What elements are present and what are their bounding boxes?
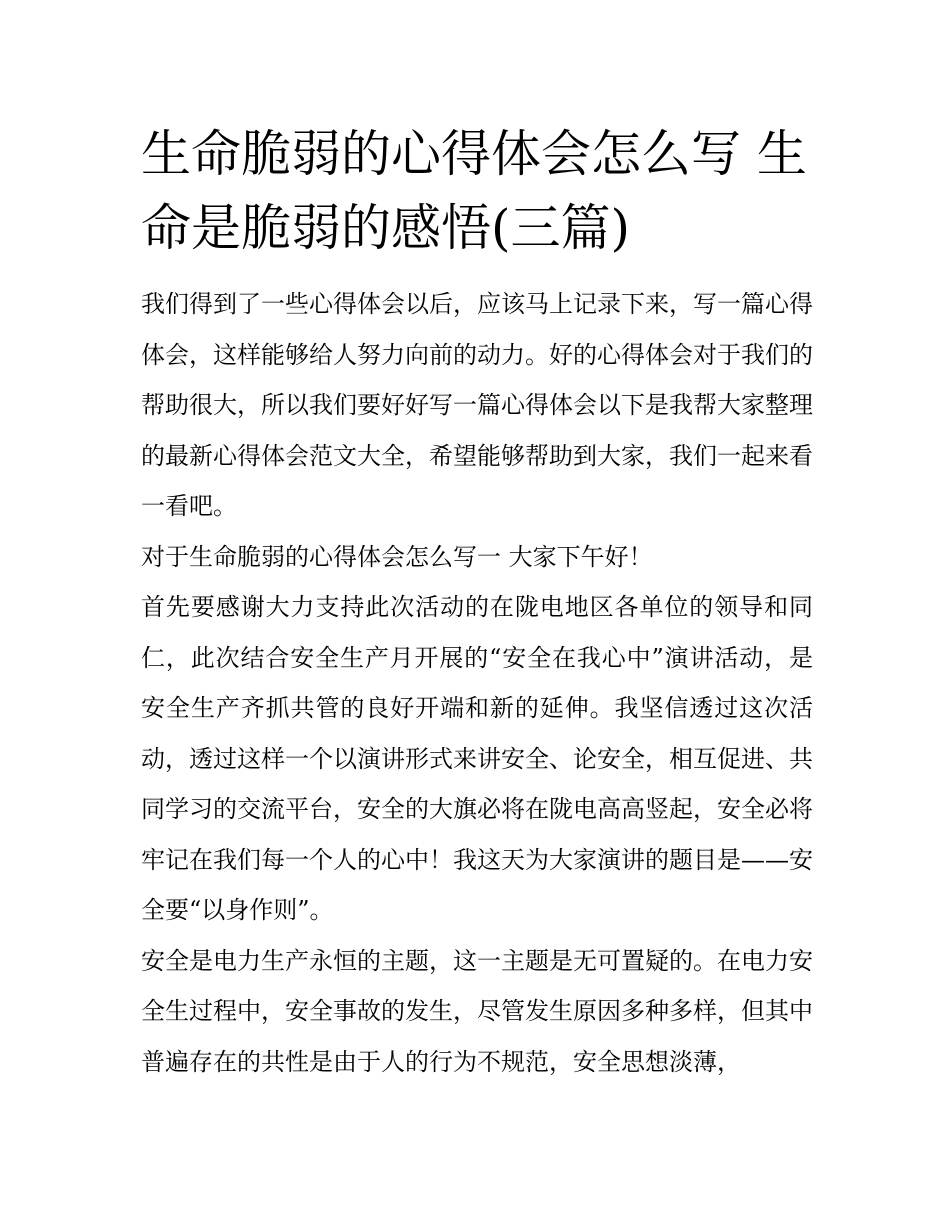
document-title: 生命脆弱的心得体会怎么写 生命是脆弱的感悟(三篇) [141, 125, 807, 257]
paragraph-thanks: 首先要感谢大力支持此次活动的在陇电地区各单位的领导和同仁，此次结合安全生产月开展的“安全在我心中”演讲活动，是安全生产齐抓共管的良好开端和新的延伸。我坚信透过这次活动，透过这样一个以演讲形式来讲安全、论安全，相互促进、共同学习的交流平台，安全的大旗必将在陇电高高竖起，安全必将牢记在我们每一个人的心中！我这天为大家演讲的题目是——安全要“以身作则”。 [141, 593, 813, 924]
paragraph-intro: 我们得到了一些心得体会以后，应该马上记录下来，写一篇心得体会，这样能够给人努力向前的动力。好的心得体会对于我们的帮助很大，所以我们要好好写一篇心得体会以下是我帮大家整理的最新心得体会范文大全，希望能够帮助到大家，我们一起来看一看吧。 [141, 290, 813, 520]
paragraph-safety: 安全是电力生产永恒的主题，这一主题是无可置疑的。在电力安全生过程中，安全事故的发生，尽管发生原因多种多样，但其中普遍存在的共性是由于人的行为不规范，安全思想淡薄， [141, 946, 813, 1076]
document-body [141, 117, 813, 1087]
paragraph-greeting: 对于生命脆弱的心得体会怎么写一 大家下午好！ [141, 542, 653, 571]
